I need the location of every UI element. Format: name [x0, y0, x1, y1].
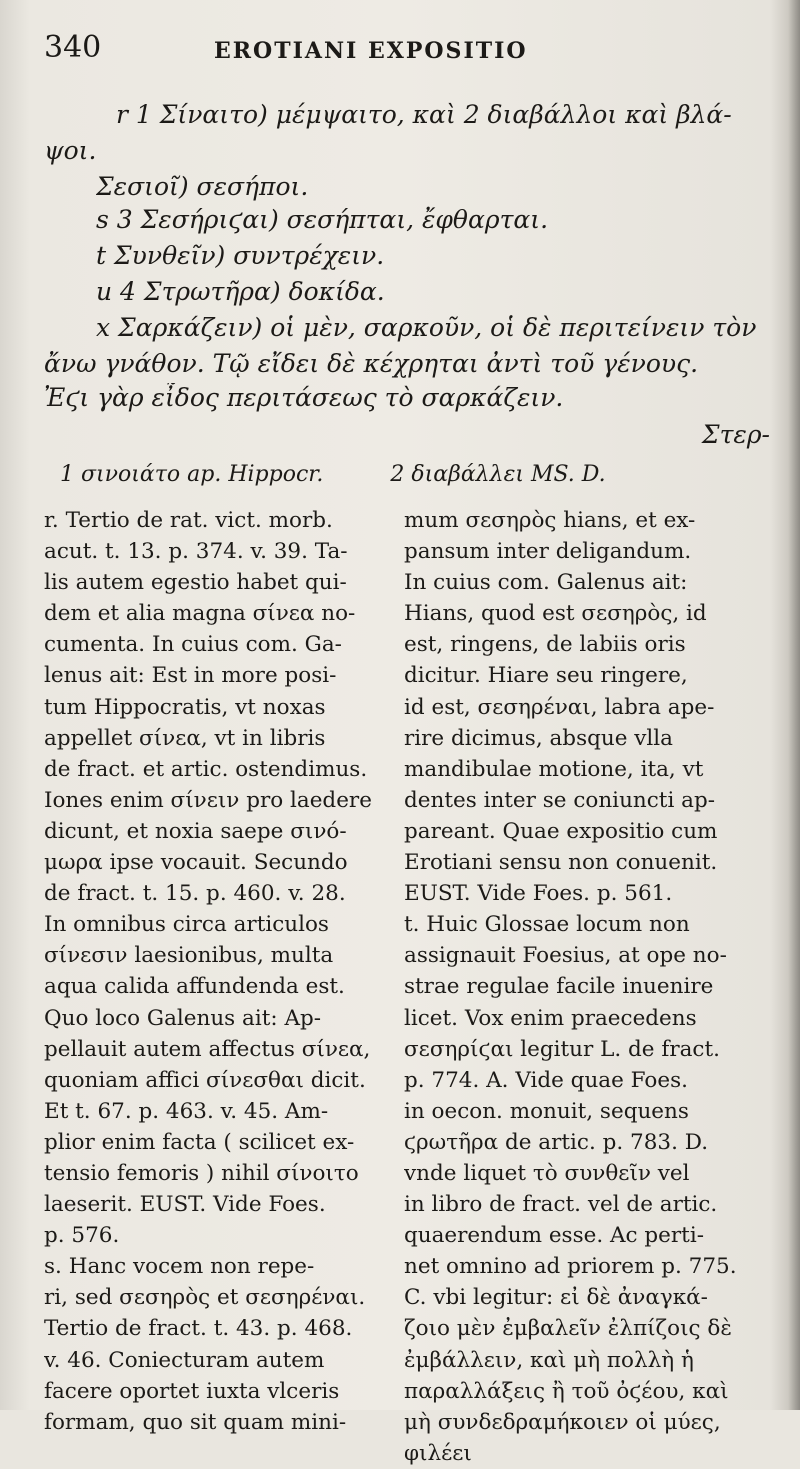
commentary-line: ζοιο μὲν ἐμβαλεῖν ἐλπίζοις δὲ: [404, 1316, 732, 1342]
greek-entry: u 4 Στρωτῆρα) δοκίδα.: [96, 277, 385, 306]
commentary-line: παραλλάξεις ἢ τοῦ ὀϛέου, καὶ: [404, 1378, 729, 1404]
commentary-line: μὴ συνδεδραμήκοιεν οἱ μύες,: [404, 1409, 721, 1435]
commentary-line: mandibulae motione, ita, vt: [404, 756, 704, 782]
commentary-line: In omnibus circa articulos: [44, 912, 329, 938]
greek-entry: Σεσιοῖ) σεσήποι.: [96, 172, 309, 201]
greek-entry: x Σαρκάζειν) οἱ μὲν, σαρκοῦν, οἱ δὲ περιτείνειν τὸν: [96, 313, 757, 342]
commentary-line: t. Huic Glossae locum non: [404, 912, 690, 938]
commentary-line: quaerendum esse. Ac perti-: [404, 1223, 704, 1249]
commentary-line: EUST. Vide Foes. p. 561.: [404, 881, 673, 907]
commentary-line: ἐμβάλλειν, καὶ μὴ πολλὴ ἡ: [404, 1347, 694, 1373]
right-commentary-column: [404, 505, 774, 1469]
commentary-line: C. vbi legitur: εἰ δὲ ἀναγκά-: [404, 1285, 708, 1311]
greek-entry: t Συνθεῖν) συντρέχειν.: [96, 241, 385, 270]
commentary-line: σεσηρίϛαι legitur L. de fract.: [404, 1036, 720, 1062]
commentary-line: cumenta. In cuius com. Ga-: [44, 632, 342, 658]
commentary-line: in libro de fract. vel de artic.: [404, 1192, 718, 1218]
greek-entry: r 1 Σίναιτο) μέμψαιτο, καὶ 2 διαβάλλοι καὶ βλά-: [116, 100, 732, 129]
commentary-line: s. Hanc vocem non repe-: [44, 1254, 315, 1280]
commentary-line: in oecon. monuit, sequens: [404, 1098, 689, 1124]
commentary-line: mum σεσηρὸς hians, et ex-: [404, 508, 696, 533]
commentary-line: vnde liquet τὸ συνθεῖν vel: [404, 1160, 690, 1186]
commentary-line: ri, sed σεσηρὸς et σεσηρέναι.: [44, 1285, 366, 1311]
commentary-line: strae regulae facile inuenire: [404, 974, 714, 1000]
commentary-line: lis autem egestio habet qui-: [44, 570, 347, 596]
commentary-line: v. 46. Coniecturam autem: [44, 1347, 325, 1373]
commentary-line: de fract. t. 15. p. 460. v. 28.: [44, 881, 346, 907]
commentary-line: ϛρωτῆρα de artic. p. 783. D.: [404, 1129, 709, 1155]
commentary-line: Tertio de fract. t. 43. p. 468.: [44, 1316, 353, 1342]
commentary-line: appellet σίνεα, vt in libris: [44, 725, 326, 751]
commentary-line: lenus ait: Est in more posi-: [44, 663, 337, 689]
commentary-line: dicunt, et noxia saepe σινό-: [44, 818, 347, 844]
commentary-line: tum Hippocratis, vt noxas: [44, 694, 326, 720]
commentary-line: φιλέει: [404, 1440, 472, 1466]
footnotes: [60, 462, 666, 487]
commentary-line: In cuius com. Galenus ait:: [404, 570, 688, 596]
commentary-line: assignauit Foesius, at ope no-: [404, 943, 727, 969]
commentary-line: est, ringens, de labiis oris: [404, 632, 686, 658]
running-head: EROTIANI EXPOSITIO: [214, 38, 528, 64]
left-commentary-column: [44, 505, 390, 1438]
commentary-line: μωρα ipse vocauit. Secundo: [44, 850, 348, 876]
footnote: 2 διαβάλλει MS. D.: [390, 462, 606, 487]
commentary-line: id est, σεσηρέναι, labra ape-: [404, 694, 715, 720]
commentary-line: licet. Vox enim praecedens: [404, 1005, 697, 1031]
commentary-line: Hians, quod est σεσηρὸς, id: [404, 601, 707, 627]
commentary-line: σίνεσιν laesionibus, multa: [44, 943, 334, 969]
page-edge-shadow: [788, 0, 800, 1410]
footnote: 1 σινοιάτο ap. Hippocr.: [60, 462, 324, 487]
commentary-line: dicitur. Hiare seu ringere,: [404, 663, 688, 689]
commentary-line: pellauit autem affectus σίνεα,: [44, 1036, 371, 1062]
commentary-line: pareant. Quae expositio cum: [404, 818, 718, 844]
commentary-line: plior enim facta ( scilicet ex-: [44, 1129, 355, 1155]
commentary-line: net omnino ad priorem p. 775.: [404, 1254, 737, 1280]
commentary-line: facere oportet iuxta vlceris: [44, 1378, 340, 1404]
greek-entry: ἄνω γνάθον. Τῷ εἴδει δὲ κέχρηται ἀντὶ τοῦ γένους.: [44, 349, 699, 378]
commentary-line: pansum inter deligandum.: [404, 539, 692, 565]
commentary-line: Et t. 67. p. 463. v. 45. Am-: [44, 1098, 329, 1124]
commentary-line: aqua calida affundenda est.: [44, 974, 345, 1000]
commentary-line: tensio femoris ) nihil σίνοιτο: [44, 1160, 359, 1186]
commentary-line: dentes inter se coniuncti ap-: [404, 787, 715, 813]
commentary-line: p. 774. A. Vide quae Foes.: [404, 1067, 688, 1093]
commentary-line: laeserit. EUST. Vide Foes.: [44, 1192, 326, 1218]
commentary-line: acut. t. 13. p. 374. v. 39. Ta-: [44, 539, 348, 565]
page-number: 340: [44, 30, 102, 65]
commentary-line: formam, quo sit quam mini-: [44, 1409, 347, 1435]
greek-entry: s 3 Σεσήριϛαι) σεσήπται, ἔφθαρται.: [96, 205, 549, 234]
catchword: Στερ-: [701, 420, 770, 449]
commentary-line: r. Tertio de rat. vict. morb.: [44, 508, 333, 533]
commentary-line: de fract. et artic. ostendimus.: [44, 756, 368, 782]
page-header: [44, 28, 760, 68]
commentary-line: Erotiani sensu non conuenit.: [404, 850, 718, 876]
commentary-line: dem et alia magna σίνεα no-: [44, 601, 356, 627]
commentary-line: rire dicimus, absque vlla: [404, 725, 673, 751]
greek-entry: ψοι.: [44, 136, 97, 165]
greek-entry: Ἐϛι γὰρ εἶδος περιτάσεως τὸ σαρκάζειν.: [44, 383, 564, 412]
commentary-line: p. 576.: [44, 1223, 120, 1249]
commentary-line: Quo loco Galenus ait: Ap-: [44, 1005, 322, 1031]
commentary-line: quoniam affici σίνεσθαι dicit.: [44, 1067, 366, 1093]
commentary-line: Iones enim σίνειν pro laedere: [44, 787, 372, 813]
